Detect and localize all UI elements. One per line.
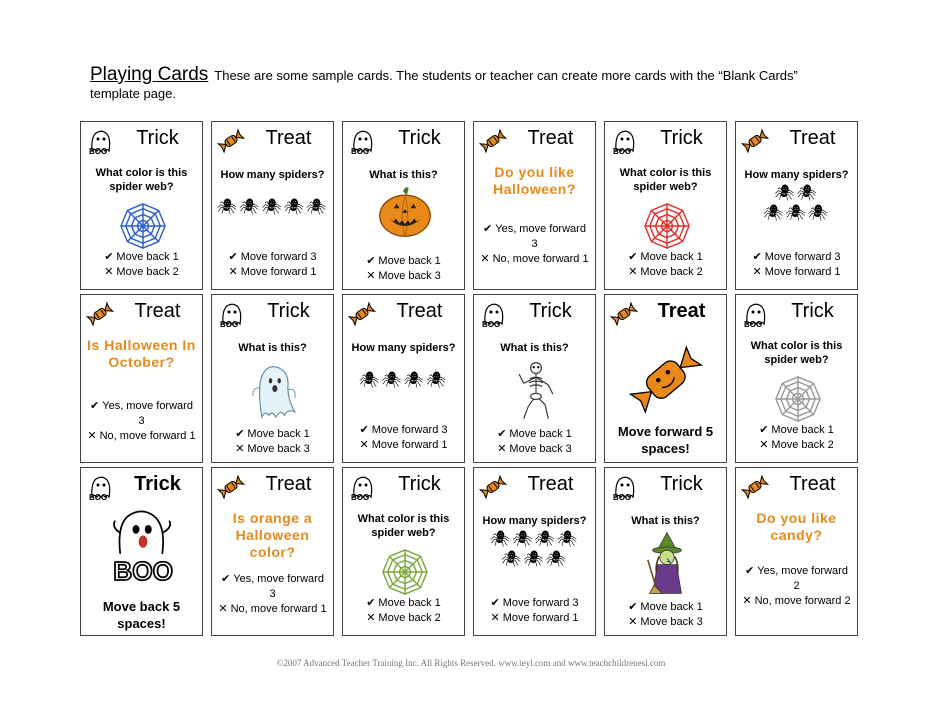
card-question: What color is this spider web?: [357, 513, 450, 539]
boo-picture: [108, 506, 178, 591]
option-text: Yes, move forward 3: [495, 223, 586, 250]
spiders-picture: [216, 198, 329, 218]
option-text: Move back 1: [771, 424, 834, 436]
wrapped-candy-icon: [741, 127, 769, 155]
card-options: [218, 427, 327, 457]
card-question: What is this?: [238, 342, 307, 354]
spider-icon: 🕷︎: [489, 531, 513, 548]
spider-icon: 🕷︎: [774, 185, 797, 202]
option-text: No, move forward 1: [492, 253, 589, 265]
answer-option[interactable]: [349, 611, 458, 626]
option-text: Move back 2: [771, 439, 834, 451]
x-icon: ✕: [104, 266, 114, 278]
card-treat[interactable]: [604, 294, 727, 463]
option-text: Move back 1: [509, 428, 572, 440]
card-title: Treat: [789, 473, 836, 495]
card-options: [218, 572, 327, 617]
card-trick[interactable]: [735, 294, 858, 463]
card-title: Treat: [527, 127, 574, 149]
ghost-boo-icon: [86, 473, 114, 501]
card-treat[interactable]: [735, 467, 858, 636]
check-icon: ✔: [90, 400, 100, 412]
ghost-boo-icon: [610, 473, 638, 501]
card-options: [611, 600, 720, 630]
answer-option[interactable]: [480, 596, 589, 611]
option-text: Move back 1: [640, 251, 703, 263]
card-question: What color is this spider web?: [750, 340, 843, 366]
card-instruction: Move back 5 spaces!: [102, 599, 181, 631]
x-icon: ✕: [628, 616, 638, 628]
card-trick[interactable]: [342, 121, 465, 290]
check-icon: ✔: [483, 223, 493, 235]
card-instruction: Move forward 5 spaces!: [617, 424, 714, 456]
option-text: Move forward 1: [240, 266, 317, 278]
card-title: Treat: [789, 127, 836, 149]
ghost-boo-icon: [479, 300, 507, 328]
card-treat[interactable]: [211, 121, 334, 290]
pumpkin-picture: [377, 184, 433, 245]
answer-option[interactable]: [742, 438, 851, 453]
skeleton-picture: [513, 359, 559, 428]
spider-icon: 🕷︎: [796, 185, 819, 202]
answer-option[interactable]: [218, 265, 327, 280]
option-text: Move forward 3: [240, 251, 317, 263]
check-icon: ✔: [366, 597, 376, 609]
card-title: Trick: [134, 473, 181, 495]
option-text: Yes, move forward 3: [102, 400, 193, 427]
spider-icon: 🕷︎: [381, 372, 404, 389]
card-title: Trick: [660, 127, 703, 149]
ghost-boo-icon: [741, 300, 769, 328]
answer-option[interactable]: [480, 427, 589, 442]
card-title: Trick: [398, 127, 441, 149]
x-icon: ✕: [480, 253, 490, 265]
option-text: No, move forward 1: [230, 603, 327, 615]
wrapped-candy-icon: [217, 473, 245, 501]
answer-option[interactable]: [87, 399, 196, 429]
answer-option[interactable]: [218, 250, 327, 265]
spider-web-picture: [774, 375, 822, 428]
card-title: Trick: [267, 300, 310, 322]
x-icon: ✕: [497, 443, 507, 455]
spiders-picture: [740, 184, 853, 224]
page-header: [90, 66, 850, 103]
ghost-boo-icon: [348, 127, 376, 155]
card-options: [742, 250, 851, 280]
ghost-boo-icon: [610, 127, 638, 155]
card-question: Is Halloween In October?: [87, 337, 196, 370]
card-trick[interactable]: [211, 294, 334, 463]
wrapped-candy-icon: [479, 127, 507, 155]
card-question: What is this?: [631, 515, 700, 527]
option-text: Move back 3: [640, 616, 703, 628]
card-treat[interactable]: [342, 294, 465, 463]
card-trick[interactable]: [80, 121, 203, 290]
card-options: [480, 222, 589, 267]
card-treat[interactable]: [211, 467, 334, 636]
spider-icon: 🕷︎: [261, 199, 284, 216]
candy-picture: [627, 331, 707, 436]
check-icon: ✔: [497, 428, 507, 440]
card-options: [87, 399, 196, 444]
card-title: Treat: [265, 473, 312, 495]
check-icon: ✔: [359, 424, 369, 436]
card-options: [218, 250, 327, 280]
answer-option[interactable]: [480, 222, 589, 252]
option-text: Move back 1: [247, 428, 310, 440]
card-trick[interactable]: [604, 467, 727, 636]
option-text: No, move forward 2: [754, 595, 851, 607]
spider-icon: 🕷︎: [358, 372, 382, 389]
spiders-picture: [347, 371, 460, 391]
card-options: [480, 427, 589, 457]
card-trick[interactable]: [342, 467, 465, 636]
card-title: Trick: [136, 127, 179, 149]
spider-icon: 🕷︎: [305, 199, 329, 216]
x-icon: ✕: [490, 612, 500, 624]
spider-icon: 🕷︎: [545, 551, 568, 568]
check-icon: ✔: [221, 573, 231, 585]
answer-option[interactable]: [742, 564, 851, 594]
card-title: Trick: [791, 300, 834, 322]
check-icon: ✔: [752, 251, 762, 263]
answer-option[interactable]: [611, 600, 720, 615]
card-question: What color is this spider web?: [619, 167, 712, 193]
ghost-boo-icon: [86, 127, 114, 155]
option-text: Move back 3: [378, 270, 441, 282]
card-title: Treat: [265, 127, 312, 149]
option-text: Move back 2: [116, 266, 179, 278]
card-title: Trick: [660, 473, 703, 495]
card-title: Trick: [529, 300, 572, 322]
option-text: Yes, move forward 2: [757, 565, 848, 592]
answer-option[interactable]: [742, 265, 851, 280]
check-icon: ✔: [104, 251, 114, 263]
card-options: [611, 250, 720, 280]
spider-icon: 🕷︎: [283, 199, 306, 216]
ghost-boo-icon: [217, 300, 245, 328]
card-trick[interactable]: [604, 121, 727, 290]
answer-option[interactable]: [480, 442, 589, 457]
card-trick[interactable]: [473, 294, 596, 463]
option-text: Move forward 3: [502, 597, 579, 609]
x-icon: ✕: [628, 266, 638, 278]
x-icon: ✕: [366, 612, 376, 624]
option-text: Move back 1: [640, 601, 703, 613]
svg-text:BOO: BOO: [613, 147, 632, 155]
card-treat[interactable]: [735, 121, 858, 290]
card-title: Trick: [398, 473, 441, 495]
option-text: Move back 1: [378, 255, 441, 267]
answer-option[interactable]: [742, 594, 851, 609]
card-question: Do you like candy?: [756, 510, 837, 543]
answer-option[interactable]: [218, 442, 327, 457]
spider-icon: 🕷︎: [534, 531, 557, 548]
card-grid: [80, 121, 862, 639]
option-text: Move back 2: [640, 266, 703, 278]
answer-option[interactable]: [742, 423, 851, 438]
answer-option[interactable]: [611, 265, 720, 280]
answer-option[interactable]: [218, 572, 327, 602]
answer-option[interactable]: [611, 250, 720, 265]
card-question: What is this?: [500, 342, 569, 354]
answer-option[interactable]: [218, 602, 327, 617]
wrapped-candy-icon: [741, 473, 769, 501]
option-text: Move forward 3: [371, 424, 448, 436]
spider-icon: 🕷︎: [216, 199, 240, 216]
svg-text:BOO: BOO: [744, 320, 763, 328]
svg-text:BOO: BOO: [482, 320, 501, 328]
card-trick[interactable]: [80, 467, 203, 636]
svg-text:BOO: BOO: [351, 493, 370, 501]
spiders-picture: [478, 530, 591, 570]
option-text: Move back 2: [378, 612, 441, 624]
check-icon: ✔: [745, 565, 755, 577]
check-icon: ✔: [490, 597, 500, 609]
answer-option[interactable]: [87, 429, 196, 444]
card-question: How many spiders?: [744, 169, 849, 181]
answer-option[interactable]: [87, 265, 196, 280]
page-intro: These are some sample cards. The students or teacher can create more cards with the “Blank Cards” template page.: [90, 68, 798, 101]
answer-option[interactable]: [87, 250, 196, 265]
option-text: Move back 1: [378, 597, 441, 609]
spider-icon: 🕷︎: [556, 531, 580, 548]
svg-text:BOO: BOO: [351, 147, 370, 155]
spider-icon: 🕷︎: [239, 199, 262, 216]
x-icon: ✕: [218, 603, 228, 615]
spider-icon: 🕷︎: [523, 551, 546, 568]
witch-picture: [643, 530, 691, 601]
svg-text:BOO: BOO: [220, 320, 239, 328]
x-icon: ✕: [752, 266, 762, 278]
page-title: Playing Cards: [90, 64, 209, 85]
answer-option[interactable]: [349, 269, 458, 284]
wrapped-candy-icon: [217, 127, 245, 155]
card-treat[interactable]: [473, 467, 596, 636]
x-icon: ✕: [759, 439, 769, 451]
card-treat[interactable]: [473, 121, 596, 290]
copyright-footer: ©2007 Advanced Teacher Training Inc. All Rights Reserved. www.teyl.com and www.teachchildrenesl.com: [276, 658, 666, 668]
wrapped-candy-icon: [610, 300, 638, 328]
option-text: Move forward 1: [502, 612, 579, 624]
card-title: Treat: [657, 300, 706, 322]
answer-option[interactable]: [742, 250, 851, 265]
spider-icon: 🕷︎: [501, 551, 524, 568]
x-icon: ✕: [235, 443, 245, 455]
answer-option[interactable]: [349, 254, 458, 269]
answer-option[interactable]: [611, 615, 720, 630]
x-icon: ✕: [359, 439, 369, 451]
spider-icon: 🕷︎: [785, 205, 808, 222]
spider-icon: 🕷︎: [807, 205, 830, 222]
answer-option[interactable]: [349, 438, 458, 453]
svg-text:BOO: BOO: [89, 147, 108, 155]
answer-option[interactable]: [480, 252, 589, 267]
card-options: [742, 564, 851, 609]
spider-icon: 🕷︎: [512, 531, 535, 548]
spider-web-picture: [381, 548, 429, 601]
answer-option[interactable]: [349, 596, 458, 611]
answer-option[interactable]: [480, 611, 589, 626]
option-text: Move forward 1: [371, 439, 448, 451]
card-title: Treat: [134, 300, 181, 322]
x-icon: ✕: [366, 270, 376, 282]
answer-option[interactable]: [218, 427, 327, 442]
card-question: How many spiders?: [351, 342, 456, 354]
option-text: Move back 3: [247, 443, 310, 455]
card-options: [349, 254, 458, 284]
card-question: Do you like Halloween?: [493, 164, 576, 197]
check-icon: ✔: [228, 251, 238, 263]
wrapped-candy-icon: [479, 473, 507, 501]
ghost-boo-icon: [348, 473, 376, 501]
option-text: Move forward 1: [764, 266, 841, 278]
spider-icon: 🕷︎: [425, 372, 449, 389]
spider-web-picture: [119, 202, 167, 255]
card-options: [742, 423, 851, 453]
wrapped-candy-icon: [348, 300, 376, 328]
card-treat[interactable]: [80, 294, 203, 463]
card-question: How many spiders?: [482, 515, 587, 527]
svg-text:BOO: BOO: [89, 493, 108, 501]
check-icon: ✔: [235, 428, 245, 440]
x-icon: ✕: [87, 430, 97, 442]
check-icon: ✔: [366, 255, 376, 267]
svg-text:BOO: BOO: [613, 493, 632, 501]
option-text: Move back 3: [509, 443, 572, 455]
card-options: [480, 596, 589, 626]
option-text: Move forward 3: [764, 251, 841, 263]
card-options: [349, 423, 458, 453]
spider-icon: 🕷︎: [763, 205, 786, 222]
spider-icon: 🕷︎: [403, 372, 426, 389]
check-icon: ✔: [628, 601, 638, 613]
card-title: Treat: [527, 473, 574, 495]
answer-option[interactable]: [349, 423, 458, 438]
x-icon: ✕: [742, 595, 752, 607]
ghost-picture: [248, 361, 300, 428]
card-question: What color is this spider web?: [95, 167, 188, 193]
card-question: What is this?: [369, 169, 438, 181]
spider-web-picture: [643, 202, 691, 255]
option-text: No, move forward 1: [99, 430, 196, 442]
card-question: Is orange a Halloween color?: [232, 510, 313, 560]
svg-text:BOO: BOO: [112, 556, 173, 586]
card-options: [87, 250, 196, 280]
card-question: How many spiders?: [220, 169, 325, 181]
option-text: Yes, move forward 3: [233, 573, 324, 600]
check-icon: ✔: [628, 251, 638, 263]
x-icon: ✕: [228, 266, 238, 278]
option-text: Move back 1: [116, 251, 179, 263]
check-icon: ✔: [759, 424, 769, 436]
card-options: [349, 596, 458, 626]
card-title: Treat: [396, 300, 443, 322]
wrapped-candy-icon: [86, 300, 114, 328]
